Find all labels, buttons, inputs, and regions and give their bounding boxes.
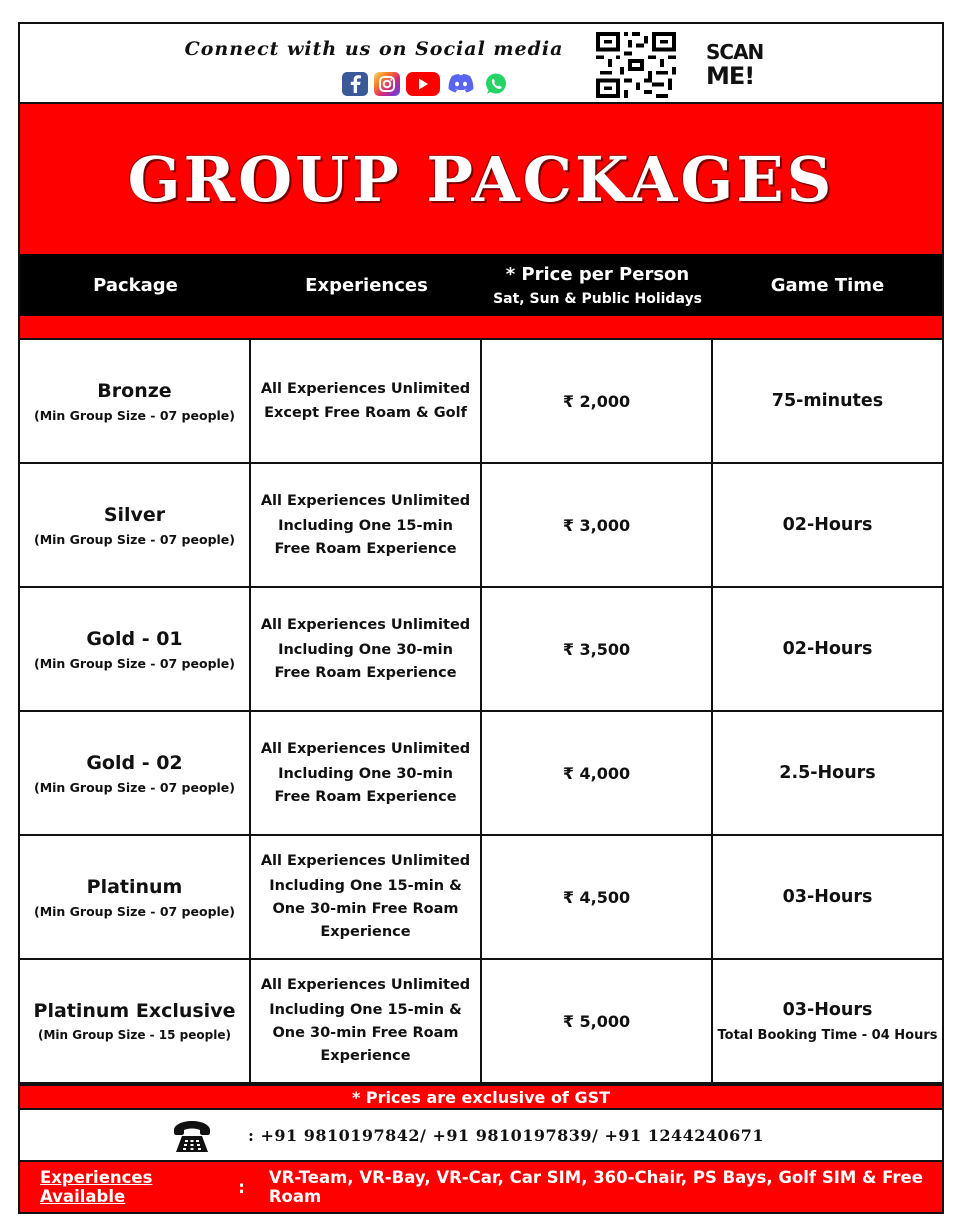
instagram-icon[interactable] (374, 72, 400, 96)
telephone-icon (170, 1118, 214, 1156)
package-min-size: (Min Group Size - 15 people) (38, 1028, 231, 1042)
game-time-cell: 02-Hours (782, 515, 873, 535)
price-cell: ₹ 4,000 (482, 712, 713, 834)
experiences-cell: All Experiences Unlimited Including One 15-min Free Roam Experience (251, 464, 482, 586)
price-cell: ₹ 5,000 (482, 960, 713, 1082)
youtube-icon[interactable] (406, 72, 440, 96)
discord-icon[interactable] (446, 72, 476, 96)
package-name: Silver (103, 503, 166, 526)
table-row (20, 464, 942, 588)
experiences-cell: All Experiences Unlimited Including One 30-min Free Roam Experience (251, 588, 482, 710)
price-cell: ₹ 2,000 (482, 340, 713, 462)
contact-bar (20, 1108, 942, 1162)
phone-numbers[interactable]: : +91 9810197842/ +91 9810197839/ +91 1244240671 (248, 1126, 765, 1145)
qr-code-icon[interactable] (596, 32, 676, 98)
package-cell (20, 588, 251, 710)
social-strip (20, 24, 942, 104)
table-row (20, 960, 942, 1084)
table-row (20, 712, 942, 836)
header-experiences: Experiences (305, 274, 428, 296)
table-row (20, 836, 942, 960)
social-icons (342, 72, 510, 96)
game-time-cell: 2.5-Hours (779, 763, 876, 783)
page-title: GROUP PACKAGES (127, 142, 835, 216)
package-name: Gold - 02 (86, 751, 183, 774)
package-min-size: (Min Group Size - 07 people) (33, 407, 235, 423)
package-name: Platinum Exclusive (33, 1000, 236, 1022)
package-name: Gold - 01 (86, 627, 183, 650)
package-min-size: (Min Group Size - 07 people) (33, 779, 235, 795)
gst-note: * Prices are exclusive of GST (20, 1084, 942, 1108)
table-row (20, 340, 942, 464)
price-cell: ₹ 3,000 (482, 464, 713, 586)
experiences-available-bar: Experiences Available : VR-Team, VR-Bay, VR-Car, Car SIM, 360-Chair, PS Bays, Golf SIM & Free Roam (20, 1162, 942, 1212)
package-min-size: (Min Group Size - 07 people) (33, 903, 235, 919)
experiences-cell: All Experiences Unlimited Including One 15-min & One 30-min Free Roam Experience (251, 836, 482, 958)
title-banner (20, 104, 942, 254)
package-name: Platinum (86, 875, 183, 898)
experiences-cell: All Experiences Unlimited Including One 30-min Free Roam Experience (251, 712, 482, 834)
package-cell (20, 464, 251, 586)
experiences-list: VR-Team, VR-Bay, VR-Car, Car SIM, 360-Chair, PS Bays, Golf SIM & Free Roam (268, 1168, 923, 1206)
package-cell (20, 712, 251, 834)
game-time-cell: 75-minutes (771, 391, 884, 411)
experiences-available-label: Experiences Available (40, 1168, 153, 1206)
experiences-cell: All Experiences Unlimited Including One 15-min & One 30-min Free Roam Experience (251, 960, 482, 1082)
scan-me-label: SCAN ME! (706, 40, 764, 90)
package-cell (20, 340, 251, 462)
package-min-size: (Min Group Size - 07 people) (33, 531, 235, 547)
experiences-cell: All Experiences Unlimited Except Free Roam & Golf (251, 340, 482, 462)
whatsapp-icon[interactable] (482, 72, 510, 96)
header-package: Package (93, 274, 178, 296)
table-row (20, 588, 942, 712)
game-time-cell: 03-Hours (782, 887, 873, 907)
package-cell (20, 836, 251, 958)
social-title: Connect with us on Social media (184, 38, 564, 60)
facebook-icon[interactable] (342, 72, 368, 96)
price-cell: ₹ 3,500 (482, 588, 713, 710)
packages-table (20, 340, 942, 1084)
game-time-cell: 03-Hours Total Booking Time - 04 Hours (717, 999, 938, 1043)
divider-strip (20, 316, 942, 340)
package-name: Bronze (97, 379, 172, 402)
booking-time-note: Total Booking Time - 04 Hours (717, 1027, 938, 1043)
flyer (18, 22, 944, 1214)
package-min-size: (Min Group Size - 07 people) (33, 655, 235, 671)
price-cell: ₹ 4,500 (482, 836, 713, 958)
header-price: * Price per Person Sat, Sun & Public Holidays (493, 263, 702, 307)
package-cell (20, 960, 251, 1082)
game-time-cell: 02-Hours (782, 639, 873, 659)
header-game-time: Game Time (770, 274, 885, 296)
table-header (20, 254, 942, 316)
